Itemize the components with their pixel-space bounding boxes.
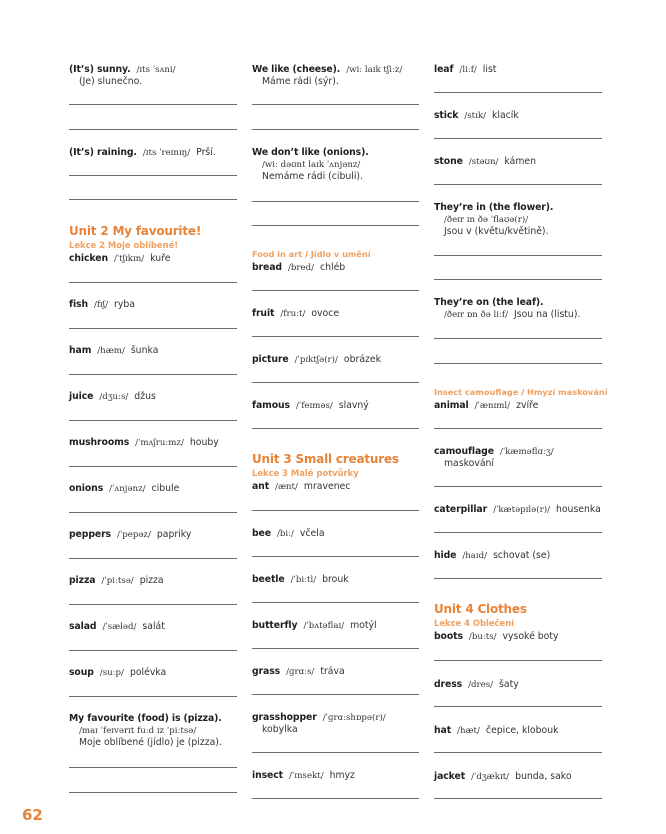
vocab-entry <box>252 354 419 366</box>
vocab-word: pizza <box>69 575 96 586</box>
vocab-entry <box>69 667 237 679</box>
vocab-translation: obrázek <box>343 354 381 365</box>
writing-line[interactable] <box>69 792 237 793</box>
vocab-ipa: /ˈsæləd/ <box>102 622 137 632</box>
vocab-word: animal <box>434 400 469 411</box>
vocab-word: (It’s) sunny. <box>69 64 131 75</box>
vocab-word: camouflage <box>434 446 494 457</box>
vocab-ipa: /ðeɪr ɒn ðə liːf/ <box>444 310 508 320</box>
section-heading-separator: / <box>302 249 311 259</box>
vocab-ipa: /ˈbiːtl/ <box>290 575 317 585</box>
vocab-entry <box>434 725 602 737</box>
writing-line[interactable] <box>69 175 237 176</box>
vocab-word: leaf <box>434 64 454 75</box>
vocab-ipa: /ˈkætəpɪlə(r)/ <box>493 505 550 515</box>
vocab-ipa: /ˈtʃɪkɪn/ <box>113 254 145 264</box>
vocab-translation: chléb <box>319 262 346 273</box>
vocab-translation: pizza <box>139 575 164 586</box>
writing-line[interactable] <box>252 798 419 799</box>
vocab-word: mushrooms <box>69 437 130 448</box>
vocab-word: They’re on (the leaf). <box>434 297 544 308</box>
vocab-entry <box>434 297 602 321</box>
vocab-word: peppers <box>69 529 111 540</box>
vocab-entry <box>69 437 237 449</box>
vocab-word: onions <box>69 483 104 494</box>
vocab-ipa: /maɪ ˈfeɪvərɪt fuːd ɪz ˈpiːtsə/ <box>79 726 197 736</box>
vocab-word: My favourite (food) is (pizza). <box>69 713 222 724</box>
writing-line[interactable] <box>252 428 419 429</box>
vocab-translation: ovoce <box>311 308 340 319</box>
page-number: 62 <box>22 806 43 824</box>
vocab-entry <box>434 400 602 412</box>
vocab-entry <box>434 110 602 122</box>
vocab-word: We don’t like (onions). <box>252 147 369 158</box>
vocab-entry <box>252 712 419 736</box>
vocab-ipa: /dʒuːs/ <box>99 392 129 402</box>
writing-line[interactable] <box>434 338 602 339</box>
writing-line[interactable] <box>252 225 419 226</box>
writing-line[interactable] <box>434 279 602 280</box>
unit-title: Unit 3 Small creatures <box>252 452 399 466</box>
vocab-ipa: /ˈʌnjənz/ <box>109 484 146 494</box>
writing-line[interactable] <box>434 798 602 799</box>
vocab-ipa: /ˈpepəz/ <box>117 530 151 540</box>
vocab-translation: Moje oblíbené (jídlo) je (pizza). <box>79 737 222 748</box>
writing-line[interactable] <box>252 752 419 753</box>
writing-line[interactable] <box>434 706 602 707</box>
writing-line[interactable] <box>69 420 237 421</box>
vocab-translation: houby <box>189 437 219 448</box>
writing-line[interactable] <box>69 604 237 605</box>
vocab-ipa: /ˈdʒækɪt/ <box>471 772 510 782</box>
vocab-entry <box>252 147 419 183</box>
vocab-ipa: /ˈbʌtəflaɪ/ <box>303 621 345 631</box>
vocab-entry <box>252 528 419 540</box>
vocab-word: juice <box>69 391 94 402</box>
vocab-word: stick <box>434 110 459 121</box>
vocab-ipa: /stɪk/ <box>464 111 486 121</box>
vocab-word: stone <box>434 156 463 167</box>
writing-line[interactable] <box>434 486 602 487</box>
vocab-word: fish <box>69 299 88 310</box>
vocab-translation: mravenec <box>303 481 351 492</box>
section-heading <box>434 387 607 397</box>
vocab-translation: slavný <box>338 400 369 411</box>
vocab-ipa: /dres/ <box>468 680 494 690</box>
writing-line[interactable] <box>434 92 602 93</box>
unit-subtitle: Lekce 2 Moje oblíbené! <box>69 240 179 250</box>
vocab-translation: ryba <box>114 299 135 310</box>
vocab-entry <box>252 308 419 320</box>
vocab-translation: klacík <box>491 110 519 121</box>
writing-line[interactable] <box>69 466 237 467</box>
vocab-translation: kámen <box>504 156 536 167</box>
vocab-entry <box>252 400 419 412</box>
vocab-ipa: /ɪts ˈreɪnɪŋ/ <box>142 148 191 158</box>
vocab-translation: maskování <box>444 458 495 469</box>
vocab-entry <box>69 713 237 749</box>
writing-line[interactable] <box>252 104 419 105</box>
vocab-entry <box>69 529 237 541</box>
writing-line[interactable] <box>69 696 237 697</box>
vocab-translation: salát <box>142 621 165 632</box>
vocab-entry <box>434 156 602 168</box>
vocab-translation: tráva <box>320 666 345 677</box>
writing-line[interactable] <box>434 660 602 661</box>
vocab-ipa: /ˈmʌʃruːmz/ <box>135 438 184 448</box>
vocab-word: ant <box>252 481 270 492</box>
vocab-entry <box>69 147 237 159</box>
writing-line[interactable] <box>252 648 419 649</box>
vocab-word: beetle <box>252 574 285 585</box>
writing-line[interactable] <box>434 138 602 139</box>
vocab-ipa: /fɪʃ/ <box>93 300 109 310</box>
vocab-translation: kuře <box>150 253 171 264</box>
writing-line[interactable] <box>434 752 602 753</box>
unit-subtitle: Lekce 4 Oblečení <box>434 618 515 628</box>
vocab-entry <box>434 504 602 516</box>
vocab-translation: kobylka <box>262 724 298 735</box>
vocab-word: bee <box>252 528 271 539</box>
writing-line[interactable] <box>69 558 237 559</box>
vocab-entry <box>434 64 602 76</box>
vocab-entry <box>69 391 237 403</box>
writing-line[interactable] <box>434 578 602 579</box>
vocab-entry <box>69 299 237 311</box>
vocab-translation: Jsou v (květu/květině). <box>444 226 549 237</box>
writing-line[interactable] <box>252 602 419 603</box>
vocab-ipa: /ænt/ <box>275 482 298 492</box>
vocab-translation: zvíře <box>516 400 539 411</box>
vocab-entry <box>252 574 419 586</box>
vocab-word: ham <box>69 345 92 356</box>
vocab-translation: Máme rádi (sýr). <box>262 76 339 87</box>
vocab-word: fruit <box>252 308 275 319</box>
vocab-entry <box>252 64 419 88</box>
section-heading-separator: / <box>518 387 527 397</box>
vocab-entry <box>69 483 237 495</box>
vocab-ipa: /stəʊn/ <box>468 157 499 167</box>
section-heading-en: Insect camouflage <box>434 387 519 397</box>
vocab-word: insect <box>252 770 283 781</box>
vocab-translation: motýl <box>350 620 377 631</box>
vocab-entry <box>434 550 602 562</box>
vocab-word: boots <box>434 631 463 642</box>
writing-line[interactable] <box>69 129 237 130</box>
unit-title: Unit 4 Clothes <box>434 602 527 616</box>
vocab-ipa: /ˈænɪml/ <box>474 401 511 411</box>
vocab-translation: vysoké boty <box>502 631 559 642</box>
writing-line[interactable] <box>252 556 419 557</box>
vocab-ipa: /buːts/ <box>468 632 497 642</box>
vocab-ipa: /wiː laɪk tʃiːz/ <box>346 65 403 75</box>
vocab-word: They’re in (the flower). <box>434 202 554 213</box>
vocab-word: hat <box>434 725 452 736</box>
vocab-translation: Jsou na (listu). <box>513 309 581 320</box>
vocab-entry <box>434 631 602 643</box>
vocab-ipa: /ˈpiːtsə/ <box>101 576 134 586</box>
vocab-entry <box>252 481 419 493</box>
vocab-translation: papriky <box>156 529 192 540</box>
vocab-translation: šunka <box>130 345 159 356</box>
vocab-translation: housenka <box>555 504 601 515</box>
section-heading-en: Food in art <box>252 249 303 259</box>
vocab-ipa: /ɡrɑːs/ <box>286 667 315 677</box>
column-2 <box>252 0 419 834</box>
vocab-word: jacket <box>434 771 466 782</box>
writing-line[interactable] <box>252 510 419 511</box>
vocab-word: soup <box>69 667 94 678</box>
vocab-entry <box>252 620 419 632</box>
vocab-ipa: /ˈfeɪməs/ <box>295 401 333 411</box>
vocab-word: We like (cheese). <box>252 64 341 75</box>
vocab-ipa: /hæm/ <box>97 346 125 356</box>
writing-line[interactable] <box>252 336 419 337</box>
vocab-entry <box>69 345 237 357</box>
vocab-translation: čepice, klobouk <box>485 725 559 736</box>
vocab-word: chicken <box>69 253 108 264</box>
vocab-entry <box>434 202 602 238</box>
vocab-entry <box>69 621 237 633</box>
vocab-word: grasshopper <box>252 712 317 723</box>
vocab-word: picture <box>252 354 289 365</box>
writing-line[interactable] <box>69 512 237 513</box>
vocab-translation: brouk <box>322 574 349 585</box>
vocab-translation: Prší. <box>196 147 216 158</box>
vocab-word: butterfly <box>252 620 298 631</box>
writing-line[interactable] <box>252 129 419 130</box>
vocab-ipa: /liːf/ <box>459 65 477 75</box>
vocab-ipa: /fruːt/ <box>280 309 306 319</box>
vocab-ipa: /wiː dəʊnt laɪk ˈʌnjənz/ <box>262 160 361 170</box>
vocab-ipa: /ˈɡrɑːshɒpə(r)/ <box>322 713 386 723</box>
vocab-word: famous <box>252 400 290 411</box>
writing-line[interactable] <box>252 290 419 291</box>
vocab-ipa: /ˈɪnsekt/ <box>289 771 324 781</box>
vocab-entry <box>252 666 419 678</box>
column-3 <box>434 0 608 834</box>
writing-line[interactable] <box>434 532 602 533</box>
vocab-word: bread <box>252 262 282 273</box>
writing-line[interactable] <box>69 328 237 329</box>
writing-line[interactable] <box>252 694 419 695</box>
unit-subtitle: Lekce 3 Malé potvůrky <box>252 468 359 478</box>
vocab-entry <box>69 575 237 587</box>
vocab-ipa: /ˈpɪktʃə(r)/ <box>294 355 338 365</box>
section-heading-cz: Hmyzí maskování <box>527 387 608 397</box>
vocab-word: grass <box>252 666 281 677</box>
writing-line[interactable] <box>252 382 419 383</box>
vocab-word: salad <box>69 621 97 632</box>
vocab-word: caterpillar <box>434 504 488 515</box>
vocab-translation: (Je) slunečno. <box>79 76 143 87</box>
vocab-word: dress <box>434 679 463 690</box>
vocab-ipa: /ðeɪr ɪn ðə ˈflaʊə(r)/ <box>444 215 529 225</box>
vocab-translation: včela <box>299 528 325 539</box>
section-heading <box>252 249 371 259</box>
writing-line[interactable] <box>434 363 602 364</box>
vocab-translation: bunda, sako <box>515 771 572 782</box>
vocab-ipa: /ˈkæməflɑːʒ/ <box>499 447 554 457</box>
vocab-ipa: /haɪd/ <box>462 551 488 561</box>
vocab-entry <box>252 770 419 782</box>
vocab-entry <box>69 64 237 88</box>
writing-line[interactable] <box>252 201 419 202</box>
vocab-translation: schovat (se) <box>493 550 551 561</box>
vocab-ipa: /hæt/ <box>457 726 480 736</box>
vocab-translation: polévka <box>129 667 167 678</box>
vocab-translation: Nemáme rádi (cibuli). <box>262 171 363 182</box>
unit-title: Unit 2 My favourite! <box>69 224 202 238</box>
vocab-translation: list <box>482 64 497 75</box>
vocab-entry <box>434 679 602 691</box>
vocab-translation: hmyz <box>329 770 355 781</box>
vocab-translation: džus <box>134 391 156 402</box>
vocab-word: hide <box>434 550 457 561</box>
vocab-entry <box>252 262 419 274</box>
vocab-ipa: /bred/ <box>287 263 314 273</box>
vocab-ipa: /suːp/ <box>99 668 124 678</box>
vocab-translation: cibule <box>151 483 180 494</box>
vocab-entry <box>69 253 237 265</box>
writing-line[interactable] <box>69 282 237 283</box>
writing-line[interactable] <box>69 767 237 768</box>
writing-line[interactable] <box>434 184 602 185</box>
vocab-ipa: /ɪts ˈsʌni/ <box>136 65 176 75</box>
vocab-entry <box>434 446 602 470</box>
vocab-translation: šaty <box>499 679 519 690</box>
writing-line[interactable] <box>434 428 602 429</box>
writing-line[interactable] <box>69 650 237 651</box>
section-heading-cz: Jídlo v umění <box>310 249 371 259</box>
vocab-entry <box>434 771 602 783</box>
column-1 <box>69 0 237 834</box>
writing-line[interactable] <box>434 255 602 256</box>
writing-line[interactable] <box>69 104 237 105</box>
writing-line[interactable] <box>69 374 237 375</box>
vocab-word: (It’s) raining. <box>69 147 137 158</box>
vocab-ipa: /biː/ <box>276 529 294 539</box>
writing-line[interactable] <box>69 199 237 200</box>
